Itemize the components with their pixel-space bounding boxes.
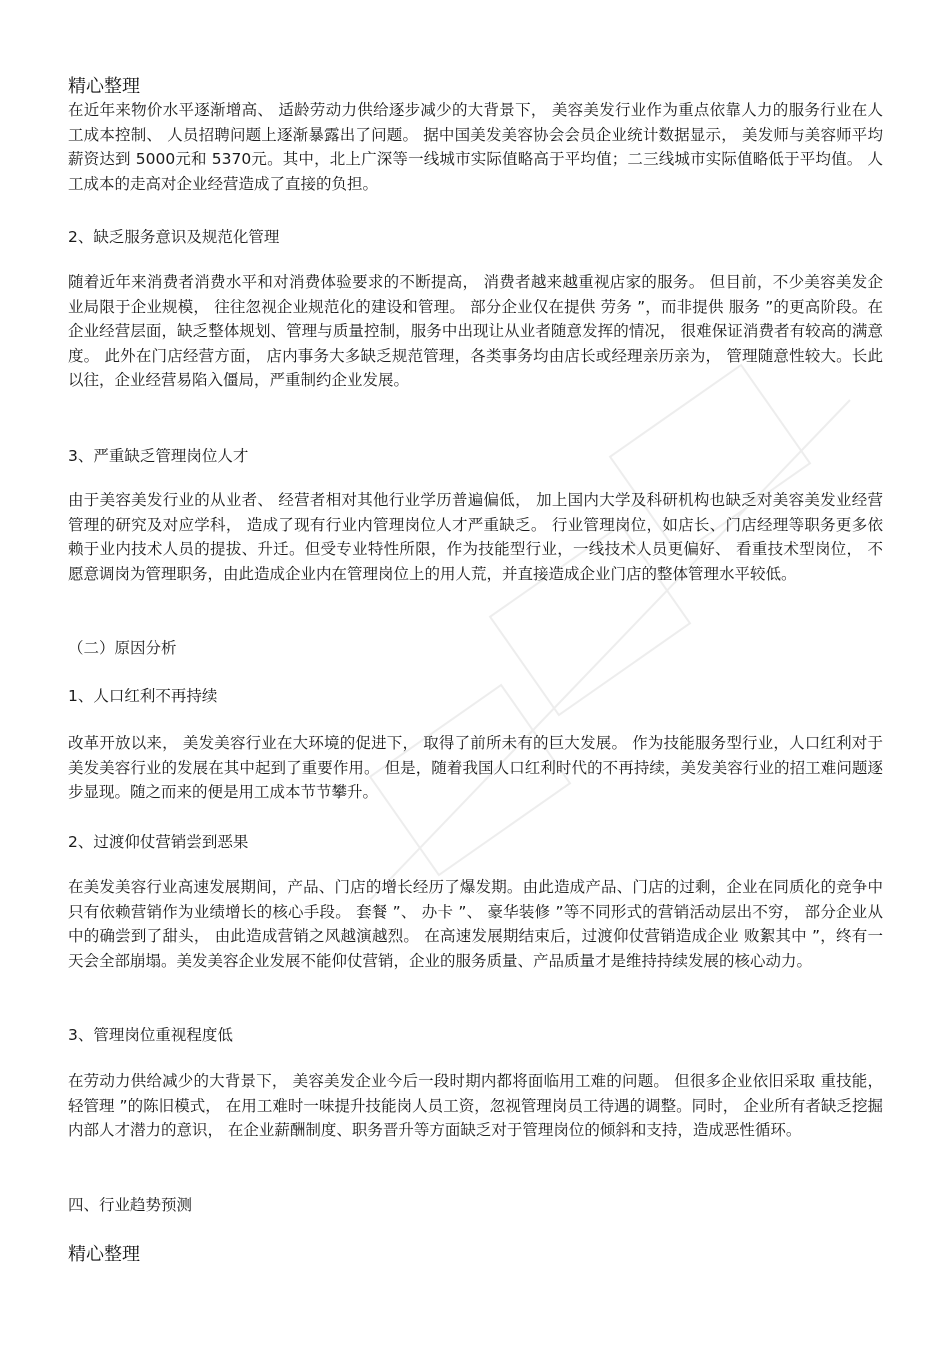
section-heading-management-talent: 3、严重缺乏管理岗位人才: [68, 447, 249, 465]
paragraph-demographic-dividend: 改革开放以来， 美发美容行业在大环境的促进下， 取得了前所未有的巨大发展。 作为技能服务型行业，人口红利对于美发美容行业的发展在其中起到了重要作用。 但是，随着我国人口红利时代的不再持续，美发美容行业的招工难问题逐步显现。随之而来的便是用工成本节节攀升。: [68, 734, 883, 801]
paragraph-service-awareness: 随着近年来消费者消费水平和对消费体验要求的不断提高， 消费者越来越重视店家的服务。 但目前，不少美容美发企业局限于企业规模， 往往忽视企业规范化的建设和管理。 部分企业仅在提供 劳务 ”，而非提供 服务 ”的更高阶段。在企业经营层面，缺乏整体规划、管理与质量控制，服务中出现让从业者随意发挥的情况， 很难保证消费者有较高的满意度。 此外在门店经营方面， 店内事务大多缺乏规范管理，各类事务均由店长或经理亲历亲为， 管理随意性较大。长此以往，企业经营易陷入僵局，严重制约企业发展。: [68, 273, 883, 389]
footer-watermark-text: 精心整理: [68, 1244, 140, 1265]
section-heading-cause-analysis: （二）原因分析: [68, 639, 177, 657]
section-heading-management-priority: 3、管理岗位重视程度低: [68, 1026, 233, 1044]
paragraph-labor-cost: 在近年来物价水平逐渐增高、 适龄劳动力供给逐步减少的大背景下， 美容美发行业作为重点依靠人力的服务行业在人工成本控制、 人员招聘问题上逐渐暴露出了问题。 据中国美发美容协会会员企业统计数据显示， 美发师与美容师平均薪资达到 5000元和 5370元。其中，北上广深等一线城市实际值略高于平均值；二三线城市实际值略低于平均值。 人工成本的走高对企业经营造成了直接的负担。: [68, 101, 883, 193]
section-heading-demographic-dividend: 1、人口红利不再持续: [68, 687, 218, 705]
diagonal-watermark-graphic: [330, 360, 890, 920]
section-heading-industry-trend: 四、行业趋势预测: [68, 1196, 193, 1214]
paragraph-management-priority: 在劳动力供给减少的大背景下， 美容美发企业今后一段时期内都将面临用工难的问题。 但很多企业依旧采取 重技能，轻管理 ”的陈旧模式， 在用工难时一味提升技能岗人员工资，忽视管理岗员工待遇的调整。同时， 企业所有者缺乏挖掘内部人才潜力的意识， 在企业薪酬制度、职务晋升等方面缺乏对于管理岗位的倾斜和支持，造成恶性循环。: [68, 1072, 883, 1139]
section-heading-over-marketing: 2、过渡仰仗营销尝到恶果: [68, 833, 249, 851]
paragraph-over-marketing: 在美发美容行业高速发展期间，产品、门店的增长经历了爆发期。由此造成产品、门店的过剩，企业在同质化的竞争中只有依赖营销作为业绩增长的核心手段。 套餐 ”、 办卡 ”、 豪华装修 ”等不同形式的营销活动层出不穷， 部分企业从中的确尝到了甜头， 由此造成营销之风越演越烈。 在高速发展期结束后，过渡仰仗营销造成企业 败絮其中 ”，终有一天会全部崩塌。美发美容企业发展不能仰仗营销，企业的服务质量、产品质量才是维持持续发展的核心动力。: [68, 878, 883, 970]
paragraph-management-talent: 由于美容美发行业的从业者、 经营者相对其他行业学历普遍偏低， 加上国内大学及科研机构也缺乏对美容美发业经营管理的研究及对应学科， 造成了现有行业内管理岗位人才严重缺乏。 行业管理岗位，如店长、门店经理等职务更多依赖于业内技术人员的提拔、升迁。但受专业特性所限，作为技能型行业，一线技术人员更偏好、 看重技术型岗位， 不愿意调岗为管理职务，由此造成企业内在管理岗位上的用人荒，并直接造成企业门店的整体管理水平较低。: [68, 491, 883, 583]
header-watermark-text: 精心整理: [68, 76, 140, 97]
section-heading-service-awareness: 2、缺乏服务意识及规范化管理: [68, 228, 280, 246]
